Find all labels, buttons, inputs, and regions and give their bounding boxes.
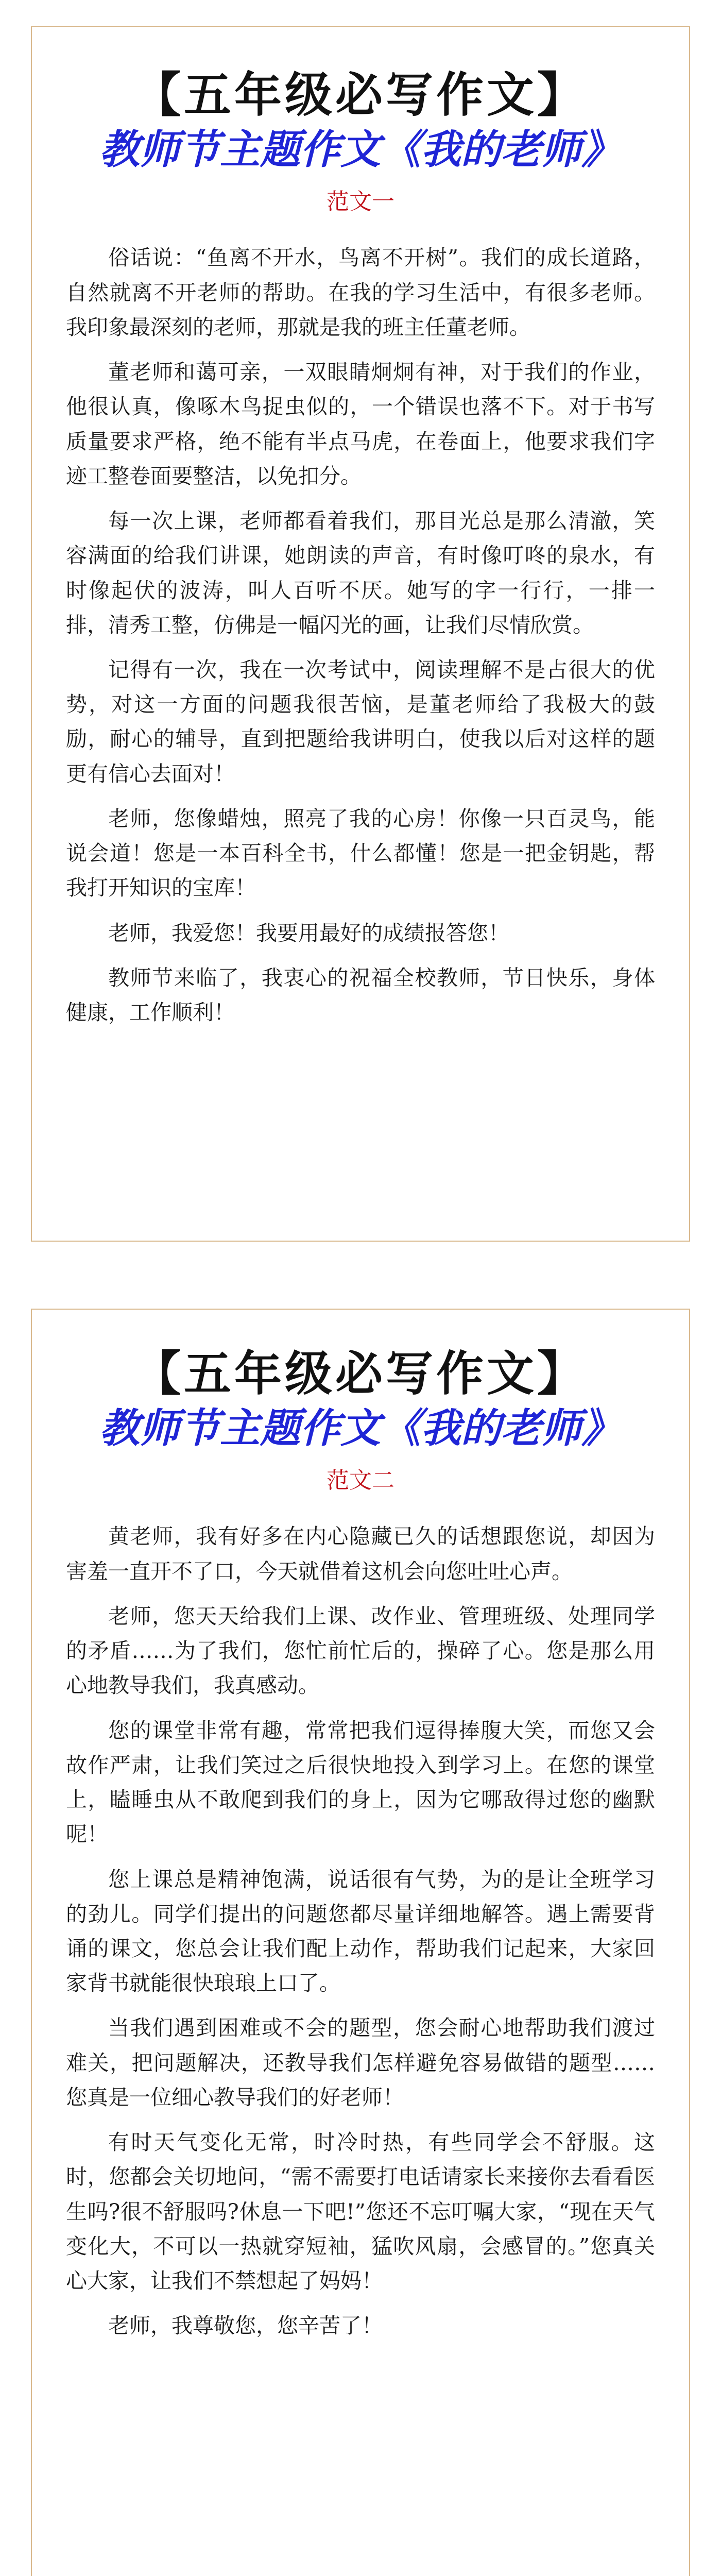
essay-title: 教师节主题作文《我的老师》 [99,126,622,173]
essay-header [32,27,689,216]
paragraph: 记得有一次，我在一次考试中，阅读理解不是占很大的优势，对这一方面的问题我很苦恼，是董老师给了我极大的鼓励，耐心的辅导，直到把题给我讲明白，使我以后对这样的题更有信心去面对！ [66,657,655,786]
paragraph: 您上课总是精神饱满，说话很有气势，为的是让全班学习的劲儿。同学们提出的问题您都尽量详细地解答。遇上需要背诵的课文，您总会让我们配上动作，帮助我们记起来，大家回家背书就能很快琅琅上口了。 [66,1867,655,1996]
paragraph: 老师，您天天给我们上课、改作业、管理班级、处理同学的矛盾……为了我们，您忙前忙后的，操碎了心。您是那么用心地教导我们，我真感动。 [66,1603,655,1698]
paragraph: 有时天气变化无常，时冷时热，有些同学会不舒服。这时，您都会关切地问，“需不需要打电话请家长来接你去看看医生吗?很不舒服吗?休息一下吧!”您还不忘叮嘱大家，“现在天气变化大，不可以一热就穿短袖，猛吹风扇，会感冒的。”您真关心大家，让我们不禁想起了妈妈！ [66,2130,655,2294]
essay-header [32,1310,689,1495]
essay-page-1 [31,26,690,1242]
paragraph: 老师，我爱您！我要用最好的成绩报答您！ [108,920,509,945]
paragraph: 老师，我尊敬您，您辛苦了！ [108,2313,383,2338]
paragraph: 俗话说：“鱼离不开水，鸟离不开树”。我们的成长道路，自然就离不开老师的帮助。在我的学习生活中，有很多老师。我印象最深刻的老师，那就是我的班主任董老师。 [66,245,655,340]
essay-body [32,1519,689,2343]
essay-label: 范文一 [327,189,394,215]
paragraph: 教师节来临了，我衷心的祝福全校教师，节日快乐，身体健康，工作顺利！ [66,965,655,1025]
essay-body [32,241,689,1030]
banner-heading: 【五年级必写作文】 [133,67,588,123]
paragraph: 黄老师，我有好多在内心隐藏已久的话想跟您说，却因为害羞一直开不了口，今天就借着这机会向您吐吐心声。 [66,1524,655,1584]
essay-label: 范文二 [327,1467,394,1494]
paragraph: 当我们遇到困难或不会的题型，您会耐心地帮助我们渡过难关，把问题解决，还教导我们怎样避免容易做错的题型……您真是一位细心教导我们的好老师！ [66,2015,655,2110]
banner-heading: 【五年级必写作文】 [133,1346,588,1401]
essay-page-2 [31,1309,690,2576]
essay-title: 教师节主题作文《我的老师》 [99,1404,622,1452]
paragraph: 老师，您像蜡烛，照亮了我的心房！你像一只百灵鸟，能说会道！您是一本百科全书，什么都懂！您是一把金钥匙，帮我打开知识的宝库！ [66,806,655,901]
paragraph: 每一次上课，老师都看着我们，那目光总是那么清澈，笑容满面的给我们讲课，她朗读的声音，有时像叮咚的泉水，有时像起伏的波涛，叫人百听不厌。她写的字一行行，一排一排，清秀工整，仿佛是一幅闪光的画，让我们尽情欣赏。 [66,509,655,637]
paragraph: 您的课堂非常有趣，常常把我们逗得捧腹大笑，而您又会故作严肃，让我们笑过之后很快地投入到学习上。在您的课堂上，瞌睡虫从不敢爬到我们的身上，因为它哪敌得过您的幽默呢！ [66,1718,655,1847]
paragraph: 董老师和蔼可亲，一双眼睛炯炯有神，对于我们的作业，他很认真，像啄木鸟捉虫似的，一个错误也落不下。对于书写质量要求严格，绝不能有半点马虎，在卷面上，他要求我们字迹工整卷面要整洁，以免扣分。 [66,360,655,488]
